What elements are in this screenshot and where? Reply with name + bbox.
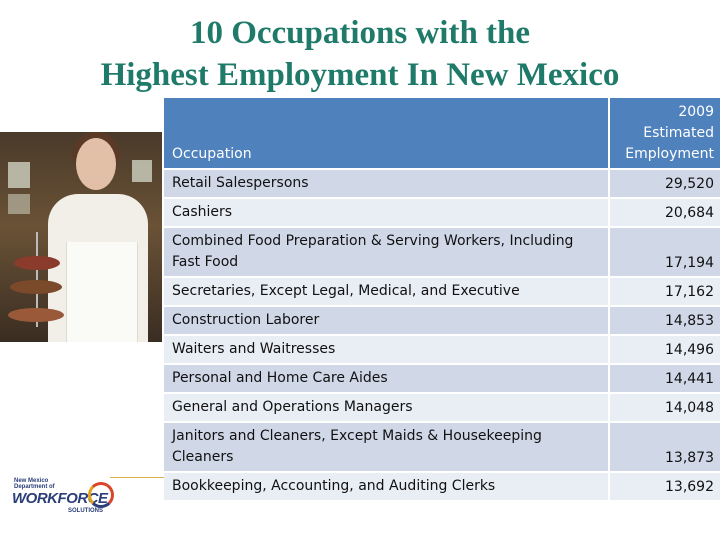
occupation-cell: General and Operations Managers <box>163 393 609 422</box>
occupation-cell: Construction Laborer <box>163 306 609 335</box>
occupation-cell: Personal and Home Care Aides <box>163 364 609 393</box>
nm-workforce-solutions-logo <box>10 472 110 524</box>
occupation-cell: Secretaries, Except Legal, Medical, and Executive <box>163 277 609 306</box>
table-row <box>163 277 720 306</box>
table-row <box>163 335 720 364</box>
logo-text-solutions: SOLUTIONS <box>68 508 104 514</box>
employment-cell: 20,684 <box>609 198 720 227</box>
table-header-row <box>163 97 720 169</box>
logo-text-workforce: WORKFORCE <box>12 490 108 507</box>
occupation-cell: Janitors and Cleaners, Except Maids & Housekeeping Cleaners <box>163 422 609 472</box>
employment-column-header <box>609 97 720 169</box>
employment-cell: 14,048 <box>609 393 720 422</box>
employment-cell: 17,194 <box>609 227 720 277</box>
table-row <box>163 198 720 227</box>
table-row <box>163 364 720 393</box>
employment-cell: 13,873 <box>609 422 720 472</box>
occupation-cell: Waiters and Waitresses <box>163 335 609 364</box>
employment-cell: 29,520 <box>609 169 720 198</box>
employment-table <box>162 96 720 502</box>
occupation-cell: Retail Salespersons <box>163 169 609 198</box>
employment-cell: 17,162 <box>609 277 720 306</box>
zia-sun-icon <box>88 482 114 508</box>
employment-cell: 14,496 <box>609 335 720 364</box>
logo-text-state: New Mexico <box>14 478 49 484</box>
slide-title <box>0 12 720 96</box>
occupation-cell: Bookkeeping, Accounting, and Auditing Clerks <box>163 472 609 501</box>
occupation-column-header: Occupation <box>163 97 609 169</box>
employment-cell: 13,692 <box>609 472 720 501</box>
table-row <box>163 422 720 472</box>
table-row <box>163 472 720 501</box>
employment-header-line-3: Employment <box>625 146 714 162</box>
divider-line <box>110 477 164 478</box>
employment-header-line-2: Estimated <box>643 125 714 141</box>
employment-cell: 14,441 <box>609 364 720 393</box>
employment-cell: 14,853 <box>609 306 720 335</box>
slide-title-line-1: 10 Occupations with the <box>189 15 531 51</box>
waitress-photo <box>0 132 162 342</box>
slide-title-line-2: Highest Employment In New Mexico <box>100 57 620 93</box>
occupation-cell: Combined Food Preparation & Serving Workers, Including Fast Food <box>163 227 609 277</box>
table-row <box>163 169 720 198</box>
table-row <box>163 227 720 277</box>
table-row <box>163 306 720 335</box>
occupation-cell: Cashiers <box>163 198 609 227</box>
employment-header-line-1: 2009 <box>678 104 714 120</box>
logo-text-department: Department of <box>14 484 55 490</box>
table-row <box>163 393 720 422</box>
